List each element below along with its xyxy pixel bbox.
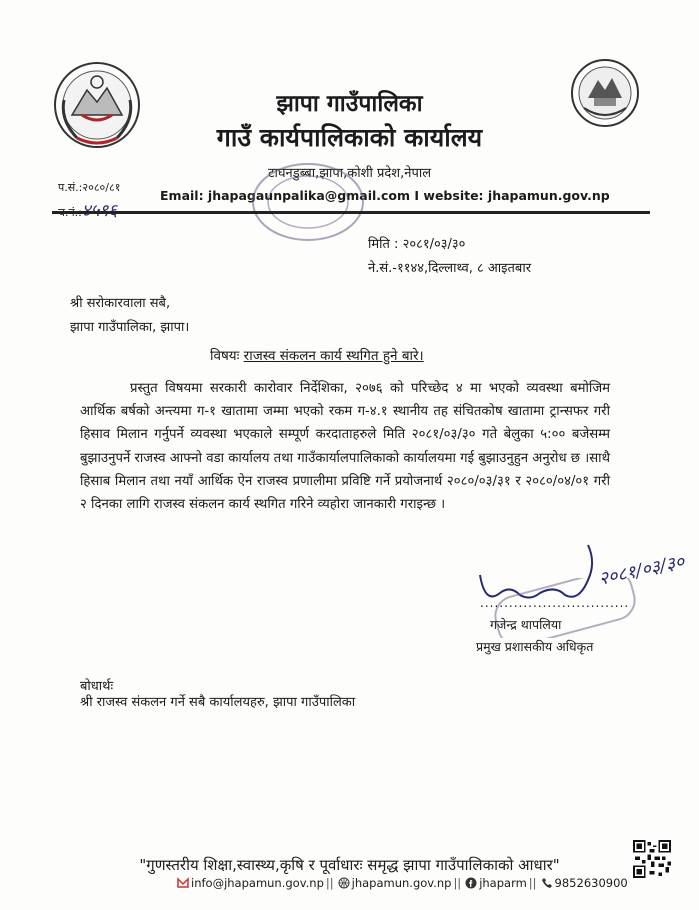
footer-website[interactable]: jhapamun.gov.np [351,876,452,890]
signatory-name: गजेन्द्र थापलिया [490,617,562,632]
nepal-sambat-date: ने.सं.-११४४,दिल्लाथ्व, ८ आइतबार [368,261,532,276]
footer-contacts: info@jhapamun.gov.np || jhapamun.gov.np || jhaparm || 9852630900 [175,876,628,890]
office-address: टाघनडुब्बा,झापा,कोशी प्रदेश,नेपाल [267,166,432,181]
footer-phone[interactable]: 9852630900 [554,876,628,890]
phone-icon [541,877,553,889]
cc-text: श्री राजस्व संकलन गर्ने सबै कार्यालयहरु, झापा गाउँपालिका [80,695,356,710]
gmail-icon [177,877,189,889]
office-name: झापा गाउँपालिका [276,91,423,117]
signature-dots: ............................... [480,596,630,610]
footer-email[interactable]: info@jhapamun.gov.np [191,876,324,890]
patra-sankhya-value: २०८०/८१ [82,181,121,194]
cc-label: बोधार्थः [80,679,114,694]
facebook-icon [465,877,477,889]
reference-chalani [58,198,117,221]
office-stamp [248,160,368,245]
signature-date: २०८१/०३/३० [596,551,687,590]
header-divider [52,211,650,214]
subject-text: राजस्व संकलन कार्य स्थगित हुने बारे। [243,348,424,364]
qr-code [633,840,671,878]
letter-body: प्रस्तुत विषयमा सरकारी कारोवार निर्देशिका, २०७६ को परिच्छेद ४ मा भएको व्यवस्था बमोजिम आर्थिक बर्षको अन्त्यमा ग-१ खातामा जम्मा भएको रकम ग-४.१ स्थानीय तह संचितकोष खातामा ट्रान्सफर गरी हिसाव मिलान गर्नुपर्ने व्यवस्था भएकाले सम्पूर्ण करदाताहरुले मिति २०८१/०३/३० गते बेलुका ५:०० बजेसम्म बुझाउनुपर्ने राजस्व आफ्नो वडा कार्यालय तथा गाउँकार्यालपालिकाको कार्यालयमा गई बुझाउनुहुन अनुरोध छ ।साथै हिसाब मिलान तथा नयाँ आर्थिक ऐन राजस्व प्रणालीमा प्रविष्टि गर्ने प्रयोजनार्थ २०८०/०३/३१ र २०८०/०४/०१ गरी २ दिनका लागि राजस्व संकलन कार्य स्थगित गरिने व्यहोरा जानकारी गराइन्छ । [80,381,610,513]
recipient-line-1: श्री सरोकारवाला सबै, [70,296,171,311]
office-title: गाउँ कार्यपालिकाको कार्यालय [216,123,483,152]
footer-slogan: "गुणस्तरीय शिक्षा,स्वास्थ्य,कृषि र पूर्वाधारः समृद्ध झापा गाउँपालिकाको आधार" [139,856,560,874]
recipient-line-2: झापा गाउँपालिका, झापा। [70,320,190,335]
globe-icon [338,877,350,889]
subject-line [210,346,424,364]
subject-label: विषयः [210,348,240,364]
reference-patra-sankhya [58,180,120,195]
signatory-designation: प्रमुख प्रशासकीय अधिकृत [476,639,594,654]
patra-sankhya-label: प.सं.: [58,181,83,194]
letter-date: मिति : २०८१/०३/३० [368,237,466,252]
office-contact-line: Email: jhapagaunpalika@gmail.com I website: jhapamun.gov.np [160,188,610,203]
footer-facebook[interactable]: jhaparm [479,876,527,890]
